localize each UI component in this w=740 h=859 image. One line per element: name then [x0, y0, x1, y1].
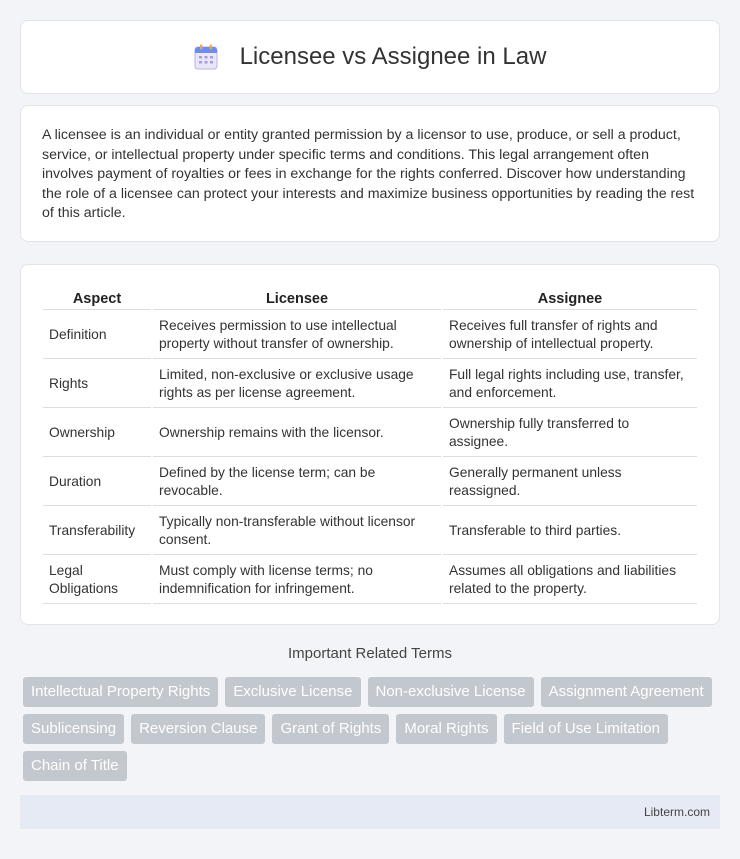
cell-licensee: Defined by the license term; can be revocable. — [153, 459, 441, 506]
cell-aspect: Rights — [43, 361, 151, 408]
cell-licensee: Ownership remains with the licensor. — [153, 410, 441, 457]
calendar-icon — [194, 44, 218, 70]
table-header-row — [43, 287, 697, 310]
footer-site-link[interactable]: Libterm.com — [643, 805, 710, 819]
table-row — [43, 508, 697, 555]
table-row — [43, 361, 697, 408]
tag-chain-of-title[interactable]: Chain of Title — [23, 751, 127, 781]
cell-aspect: Legal Obligations — [43, 557, 151, 604]
table-row — [43, 312, 697, 359]
table-row — [43, 459, 697, 506]
table-row — [43, 557, 697, 604]
column-header-licensee: Licensee — [153, 287, 441, 310]
cell-assignee: Generally permanent unless reassigned. — [443, 459, 697, 506]
tag-intellectual-property-rights[interactable]: Intellectual Property Rights — [23, 677, 218, 707]
tag-grant-of-rights[interactable]: Grant of Rights — [272, 714, 389, 744]
cell-licensee: Receives permission to use intellectual property without transfer of ownership. — [153, 312, 441, 359]
related-terms-title: Important Related Terms — [288, 645, 452, 662]
tag-sublicensing[interactable]: Sublicensing — [23, 714, 124, 744]
cell-assignee: Assumes all obligations and liabilities related to the property. — [443, 557, 697, 604]
cell-assignee: Receives full transfer of rights and ownership of intellectual property. — [443, 312, 697, 359]
table-row — [43, 410, 697, 457]
page-title: Licensee vs Assignee in Law — [239, 43, 547, 70]
header-card — [20, 20, 720, 94]
cell-licensee: Must comply with license terms; no indemnification for infringement. — [153, 557, 441, 604]
tag-reversion-clause[interactable]: Reversion Clause — [131, 714, 265, 744]
cell-licensee: Limited, non-exclusive or exclusive usage rights as per license agreement. — [153, 361, 441, 408]
cell-aspect: Transferability — [43, 508, 151, 555]
tag-field-of-use-limitation[interactable]: Field of Use Limitation — [504, 714, 668, 744]
cell-assignee: Ownership fully transferred to assignee. — [443, 410, 697, 457]
cell-assignee: Transferable to third parties. — [443, 508, 697, 555]
cell-aspect: Ownership — [43, 410, 151, 457]
tag-assignment-agreement[interactable]: Assignment Agreement — [541, 677, 712, 707]
column-header-aspect: Aspect — [43, 287, 151, 310]
footer — [20, 795, 720, 829]
tag-non-exclusive-license[interactable]: Non-exclusive License — [368, 677, 534, 707]
tag-exclusive-license[interactable]: Exclusive License — [225, 677, 360, 707]
comparison-table-card — [20, 264, 720, 625]
cell-licensee: Typically non-transferable without licensor consent. — [153, 508, 441, 555]
intro-card — [20, 105, 720, 242]
cell-aspect: Definition — [43, 312, 151, 359]
related-terms-tags — [23, 677, 723, 781]
intro-paragraph: A licensee is an individual or entity granted permission by a licensor to use, produce, or sell a product, service, or intellectual property under specific terms and conditions. This legal arrangement often involves payment of royalties or fees in exchange for the rights conferred. Discover how understanding the role of a licensee can protect your interests and maximize business opportunities by reading the rest of this article. — [42, 127, 695, 222]
cell-assignee: Full legal rights including use, transfer, and enforcement. — [443, 361, 697, 408]
column-header-assignee: Assignee — [443, 287, 697, 310]
tag-moral-rights[interactable]: Moral Rights — [396, 714, 496, 744]
cell-aspect: Duration — [43, 459, 151, 506]
comparison-table — [41, 285, 699, 606]
